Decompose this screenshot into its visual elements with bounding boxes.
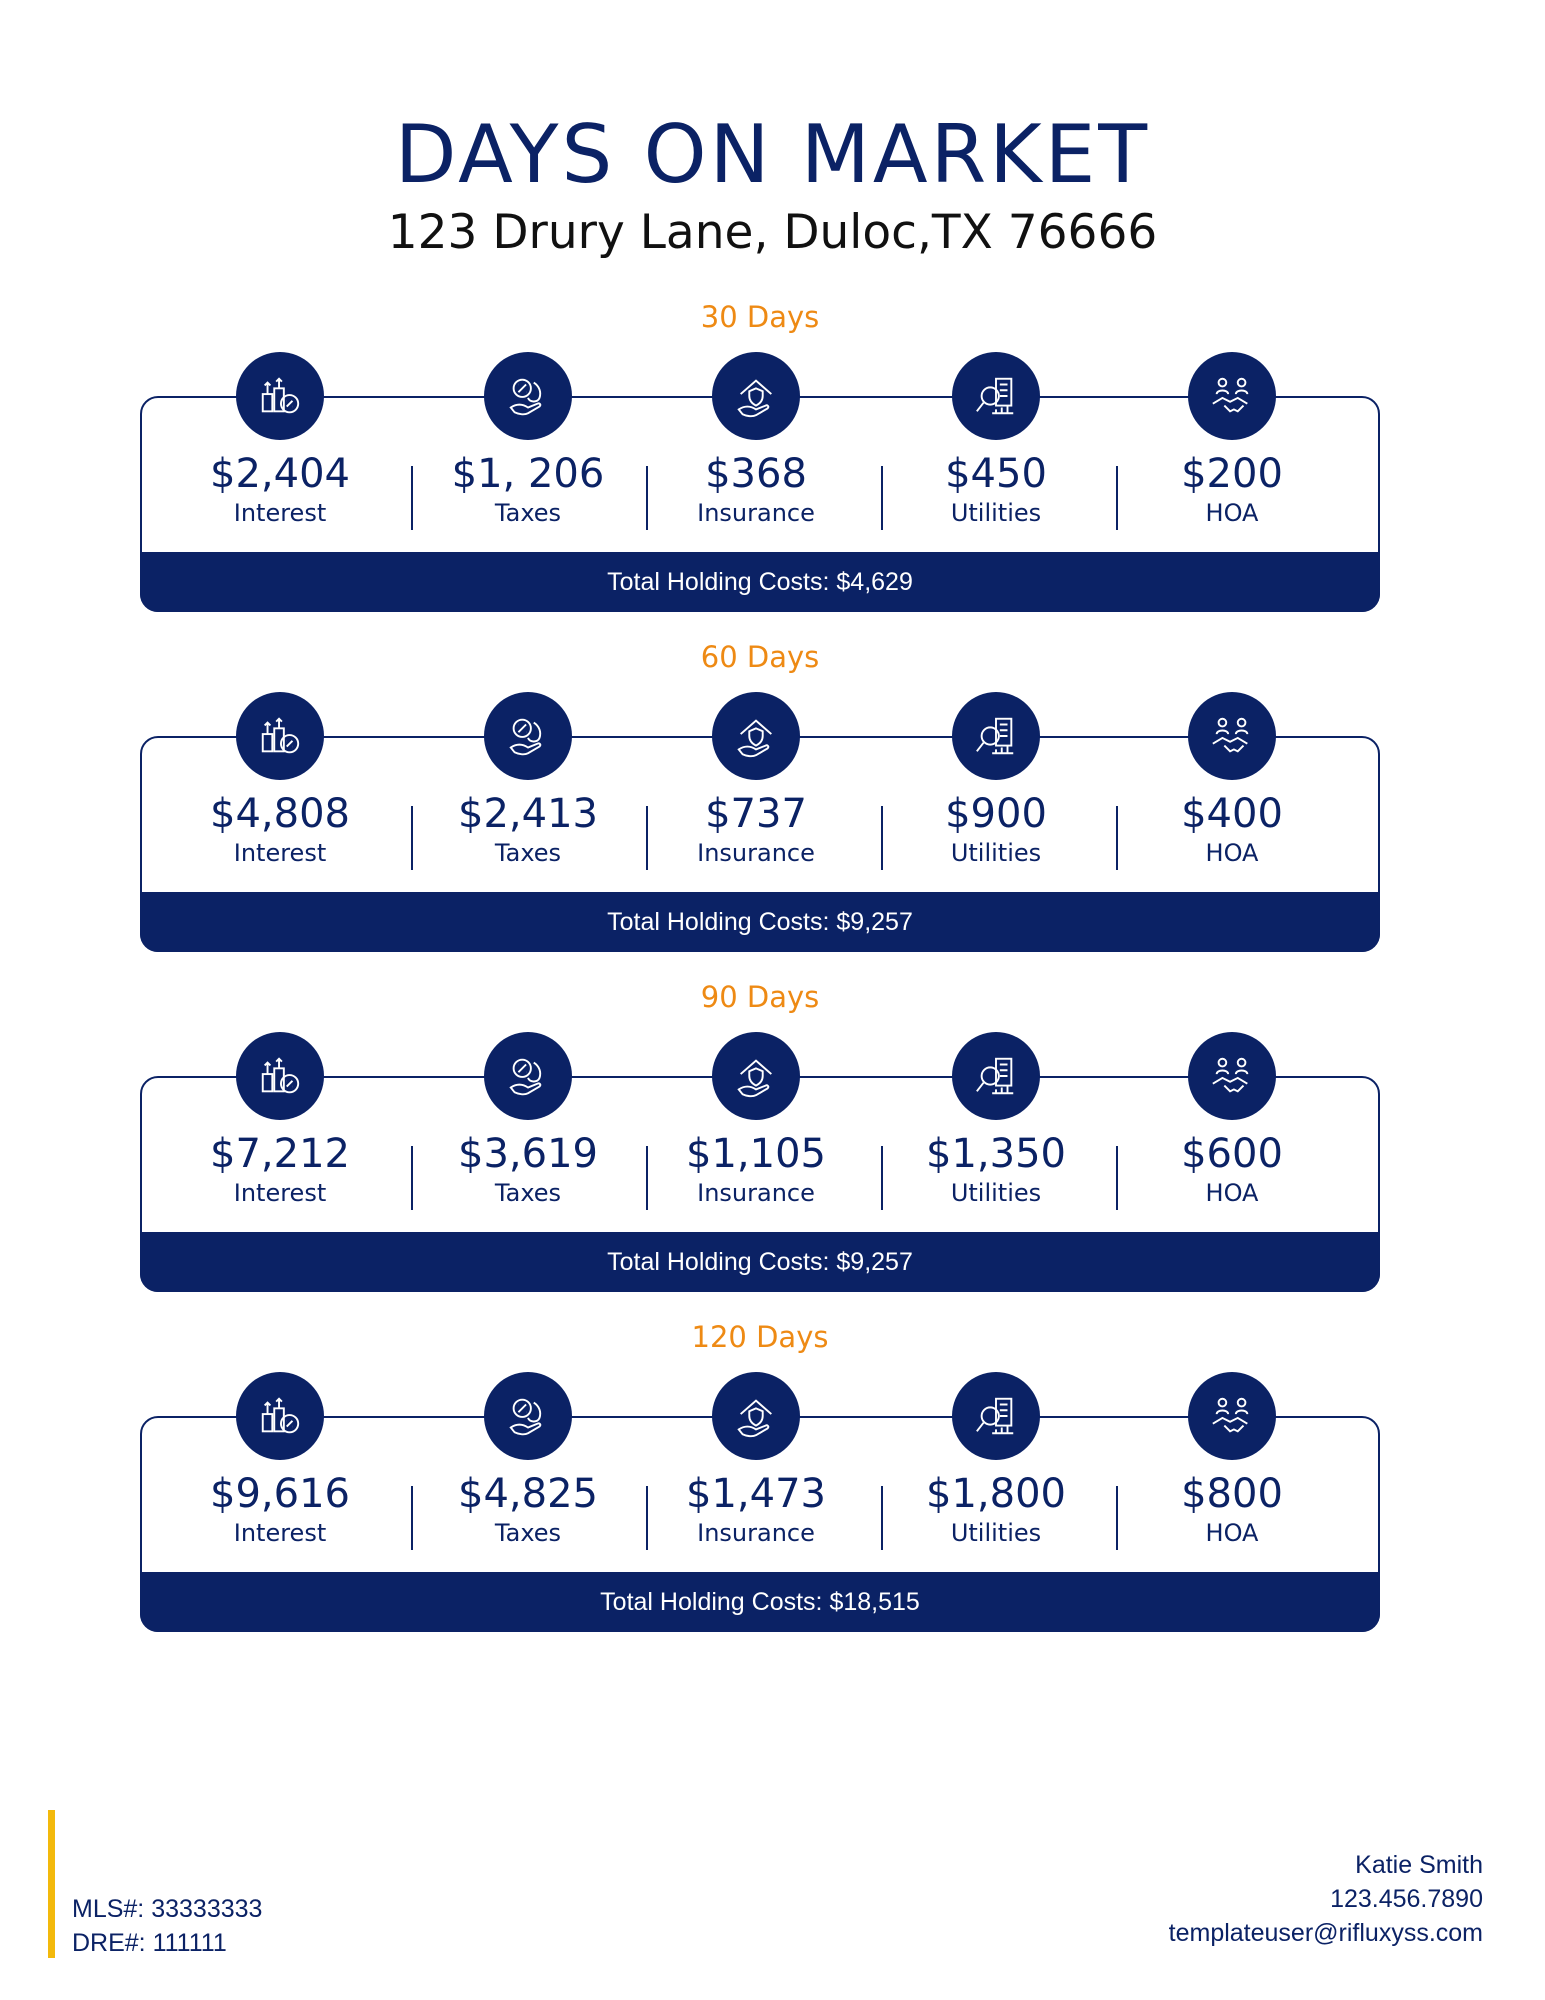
utilities-icon (952, 1372, 1040, 1460)
total-holding-costs: Total Holding Costs: $18,515 (140, 1572, 1380, 1632)
cost-label: Insurance (697, 839, 815, 867)
cost-item (646, 450, 866, 528)
cost-label: Insurance (697, 499, 815, 527)
insurance-icon (712, 1372, 800, 1460)
cost-amount: $600 (1181, 1131, 1283, 1177)
cost-amount: $3,619 (458, 1131, 598, 1177)
hoa-icon (1188, 1032, 1276, 1120)
total-holding-costs: Total Holding Costs: $4,629 (140, 552, 1380, 612)
item-divider (1116, 1486, 1118, 1550)
cost-label: HOA (1205, 1519, 1259, 1547)
cost-amount: $2,413 (458, 791, 598, 837)
property-address: 123 Drury Lane, Duloc,TX 76666 (387, 205, 1158, 260)
cost-label: Utilities (950, 839, 1042, 867)
cost-item (1122, 1470, 1342, 1548)
item-divider (646, 466, 648, 530)
item-divider (411, 806, 413, 870)
taxes-icon (484, 1032, 572, 1120)
cost-amount: $4,825 (458, 1471, 598, 1517)
cost-amount: $800 (1181, 1471, 1283, 1517)
cost-item (886, 1130, 1106, 1208)
cost-label: Taxes (494, 499, 562, 527)
cost-amount: $900 (945, 791, 1047, 837)
cost-label: Taxes (494, 1179, 562, 1207)
footer-license-info (72, 1892, 262, 1960)
cost-amount: $9,616 (210, 1471, 350, 1517)
cost-item (170, 1470, 390, 1548)
cost-item (886, 790, 1106, 868)
cost-label: HOA (1205, 499, 1259, 527)
item-divider (1116, 806, 1118, 870)
utilities-icon (952, 1032, 1040, 1120)
cost-item (170, 450, 390, 528)
holding-cost-section (140, 300, 1380, 600)
cost-label: Utilities (950, 1519, 1042, 1547)
cost-amount: $1, 206 (451, 451, 605, 497)
utilities-icon (952, 692, 1040, 780)
interest-icon (236, 352, 324, 440)
taxes-icon (484, 692, 572, 780)
holding-cost-section (140, 640, 1380, 940)
cost-amount: $200 (1181, 451, 1283, 497)
item-divider (646, 1486, 648, 1550)
cost-amount: $1,350 (926, 1131, 1066, 1177)
cost-amount: $1,800 (926, 1471, 1066, 1517)
cost-label: Insurance (697, 1519, 815, 1547)
item-divider (881, 1486, 883, 1550)
cost-label: Utilities (950, 1179, 1042, 1207)
cost-item (1122, 1130, 1342, 1208)
interest-icon (236, 1032, 324, 1120)
taxes-icon (484, 352, 572, 440)
cost-label: Taxes (494, 839, 562, 867)
cost-label: Interest (233, 1519, 327, 1547)
cost-item (418, 450, 638, 528)
cost-item (1122, 790, 1342, 868)
period-label: 60 Days (700, 640, 820, 674)
agent-name: Katie Smith (1355, 1851, 1483, 1879)
insurance-icon (712, 1032, 800, 1120)
dre-number: DRE#: 111111 (72, 1929, 227, 1957)
cost-label: Interest (233, 1179, 327, 1207)
cost-amount: $1,473 (686, 1471, 826, 1517)
cost-amount: $2,404 (210, 451, 350, 497)
agent-phone[interactable]: 123.456.7890 (1330, 1885, 1483, 1913)
total-holding-costs: Total Holding Costs: $9,257 (140, 892, 1380, 952)
item-divider (411, 1146, 413, 1210)
cost-item (418, 1130, 638, 1208)
cost-label: Interest (233, 839, 327, 867)
total-holding-costs: Total Holding Costs: $9,257 (140, 1232, 1380, 1292)
cost-label: HOA (1205, 839, 1259, 867)
cost-item (886, 1470, 1106, 1548)
cost-amount: $737 (705, 791, 807, 837)
agent-email[interactable]: templateuser@rifluxyss.com (1168, 1919, 1483, 1947)
mls-number: MLS#: 33333333 (72, 1895, 263, 1923)
item-divider (1116, 466, 1118, 530)
cost-label: Insurance (697, 1179, 815, 1207)
cost-amount: $400 (1181, 791, 1283, 837)
cost-amount: $450 (945, 451, 1047, 497)
hoa-icon (1188, 692, 1276, 780)
item-divider (646, 1146, 648, 1210)
cost-item (418, 1470, 638, 1548)
footer-agent-info (1169, 1848, 1483, 1950)
interest-icon (236, 1372, 324, 1460)
insurance-icon (712, 352, 800, 440)
period-label: 120 Days (691, 1320, 829, 1354)
item-divider (881, 806, 883, 870)
cost-item (646, 790, 866, 868)
cost-amount: $7,212 (210, 1131, 350, 1177)
cost-item (646, 1130, 866, 1208)
footer-accent-bar (48, 1810, 55, 1958)
cost-label: Taxes (494, 1519, 562, 1547)
cost-item (170, 790, 390, 868)
period-label: 90 Days (700, 980, 820, 1014)
cost-label: HOA (1205, 1179, 1259, 1207)
item-divider (881, 1146, 883, 1210)
item-divider (881, 466, 883, 530)
taxes-icon (484, 1372, 572, 1460)
cost-item (1122, 450, 1342, 528)
cost-item (646, 1470, 866, 1548)
cost-label: Utilities (950, 499, 1042, 527)
cost-item (418, 790, 638, 868)
cost-item (170, 1130, 390, 1208)
cost-item (886, 450, 1106, 528)
cost-label: Interest (233, 499, 327, 527)
item-divider (411, 466, 413, 530)
cost-amount: $4,808 (210, 791, 350, 837)
item-divider (646, 806, 648, 870)
holding-cost-section (140, 1320, 1380, 1620)
cost-amount: $368 (705, 451, 807, 497)
utilities-icon (952, 352, 1040, 440)
hoa-icon (1188, 352, 1276, 440)
insurance-icon (712, 692, 800, 780)
hoa-icon (1188, 1372, 1276, 1460)
item-divider (1116, 1146, 1118, 1210)
cost-amount: $1,105 (686, 1131, 826, 1177)
interest-icon (236, 692, 324, 780)
holding-cost-section (140, 980, 1380, 1280)
page-title: DAYS ON MARKET (394, 108, 1151, 201)
period-label: 30 Days (700, 300, 820, 334)
item-divider (411, 1486, 413, 1550)
